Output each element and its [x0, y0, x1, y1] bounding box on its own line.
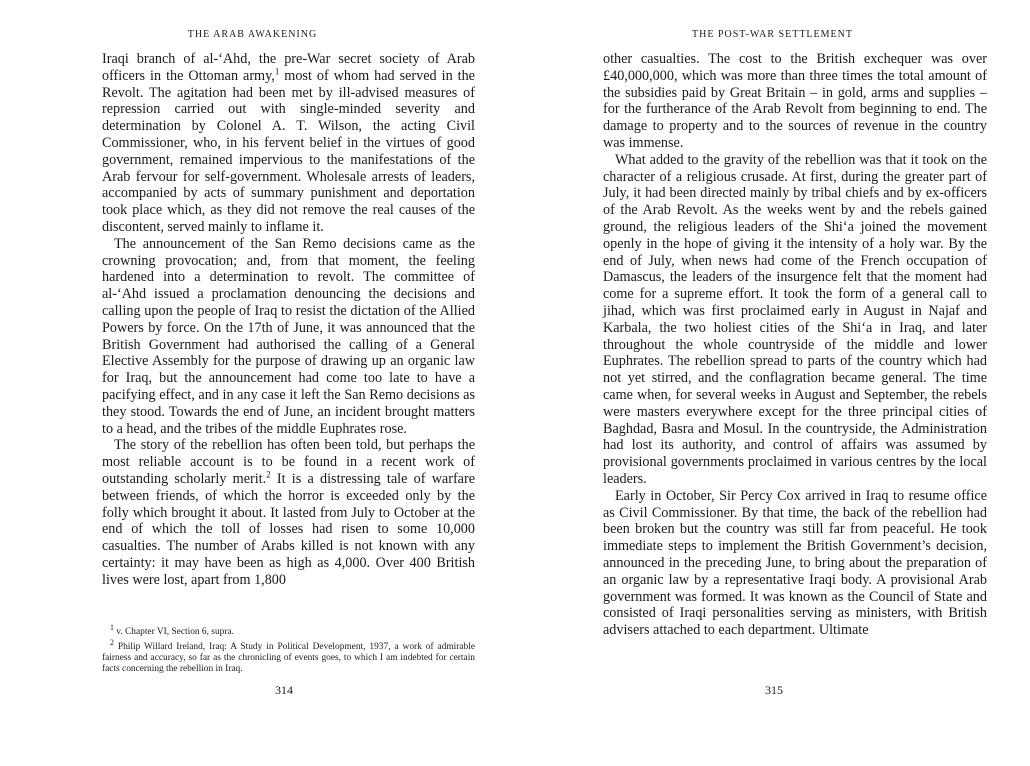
paragraph-text: The story of the rebellion has often been told, but perhaps the most reliable account is to be found in a recent work of outstanding scholarly merit. [102, 437, 475, 487]
body-text-right [603, 51, 987, 639]
footnote-ref[interactable]: 2 [266, 469, 271, 480]
running-head-right: THE POST-WAR SETTLEMENT [692, 29, 853, 40]
page-number-right: 315 [765, 683, 783, 697]
footnote-2 [102, 638, 475, 675]
paragraph-left-2 [102, 236, 475, 438]
paragraph-left-1 [102, 51, 475, 236]
paragraph-text: other casualties. The cost to the British exchequer was over £40,000,000, which was more than three times the total amount of the subsidies paid by Great Britain – in gold, arms and supplies – for the furtherance of the Arab Revolt from beginning to end. The damage to property and to the sources of revenue in the country was immense. [603, 51, 987, 151]
footnote-ref[interactable]: 1 [274, 66, 280, 77]
paragraph-right-2 [603, 152, 987, 488]
footnote-1 [102, 623, 475, 638]
paragraph-text: What added to the gravity of the rebellion was that it took on the character of a religious crusade. At first, during the greater part of July, it had been directed mainly by tribal chiefs and by ex-officers of the Arab Revolt. As the weeks went by and the rebels gained ground, the religious leaders of the Shi‘a joined the movement openly in the hope of giving it the intensity of a holy war. By the end of July, when news had come of the French occupation of Damascus, the leaders of the insurgence felt that the moment had come for a supreme effort. It took the form of a general call to jihad, which was first proclaimed early in August in Najaf and Karbala, the two holiest cities of the Shi‘a in Iraq, and later throughout the whole countryside of the middle and lower Euphrates. The rebellion spread to parts of the country which had not yet stirred, and the conflagration became general. The time came when, for several weeks in August and September, the rebels were masters everywhere except for the three principal cities of Baghdad, Basra and Mosul. In the countryside, the Administration had lost its authority, and control of affairs was assumed by provisional governments proclaimed in various centres by the local leaders. [603, 151, 987, 487]
page-number-left: 314 [275, 683, 293, 697]
footnote-mark: 2 [110, 637, 114, 647]
paragraph-text: It is a distressing tale of warfare between friends, of which the horror is exceeded only by the folly which brought it about. It lasted from July to October at the end of which the toll of losses had risen to some 10,000 casualties. The number of Arabs killed is not known with any certainty: it may have been as high as 4,000. Over 400 British lives were lost, apart from 1,800 [102, 470, 476, 588]
paragraph-text: Iraqi branch of al-‘Ahd, the pre-War secret society of Arab officers in the Ottoman army, [102, 51, 475, 84]
paragraph-left-3 [102, 437, 475, 588]
paragraph-right-3 [603, 488, 987, 639]
footnotes [102, 623, 475, 674]
footnote-mark: 1 [110, 623, 114, 632]
running-head-left: THE ARAB AWAKENING [187, 29, 318, 40]
paragraph-text: most of whom had served in the Revolt. The agitation had been met by ill-advised measures of repression carried out with single-minded severity and determination by Colonel A. T. Wilson, the acting Civil Commissioner, who, in his fervent belief in the virtues of good government, remained impervious to the manifestations of the Arab fervour for self-government. Wholesale arrests of leaders, accompanied by acts of summary punishment and deportation took place which, as they did not remove the real causes of the discontent, served mainly to inflame it. [102, 67, 475, 235]
paragraph-text: The announcement of the San Remo decisions came as the crowning provocation; and, from that moment, the feeling hardened into a determination to revolt. The committee of al-‘Ahd issued a proclamation denouncing the decisions and calling upon the people of Iraq to resist the dictation of the Allied Powers by force. On the 17th of June, it was announced that the British Government had authorised the calling of a General Elective Assembly for the purpose of drawing up an organic law for Iraq, but the announcement had come too late to have a pacifying effect, and in any case it left the San Remo decisions as they stood. Towards the end of June, an incident brought matters to a head, and the tribes of the middle Euphrates rose. [102, 235, 475, 437]
footnote-text: Philip Willard Ireland, Iraq: A Study in Political Development, 1937, a work of admirable fairness and accuracy, so far as the chronicling of events goes, to which I am indebted for certain facts concerning the rebellion in Iraq. [102, 642, 475, 674]
paragraph-text: Early in October, Sir Percy Cox arrived in Iraq to resume office as Civil Commissioner. By that time, the back of the rebellion had been broken but the country was still far from peaceful. He took immediate steps to implement the British Government’s decision, announced in the preceding June, to bring about the preparation of an organic law by a representative Iraqi body. A provisional Arab government was formed. It was known as the Council of State and consisted of Iraqi personalities serving as ministers, with British advisers attached to each department. Ultimate [603, 487, 987, 639]
right-page [515, 0, 1030, 766]
paragraph-right-1 [603, 51, 987, 152]
body-text-left [102, 51, 475, 589]
footnote-text: v. Chapter VI, Section 6, supra. [116, 627, 234, 638]
